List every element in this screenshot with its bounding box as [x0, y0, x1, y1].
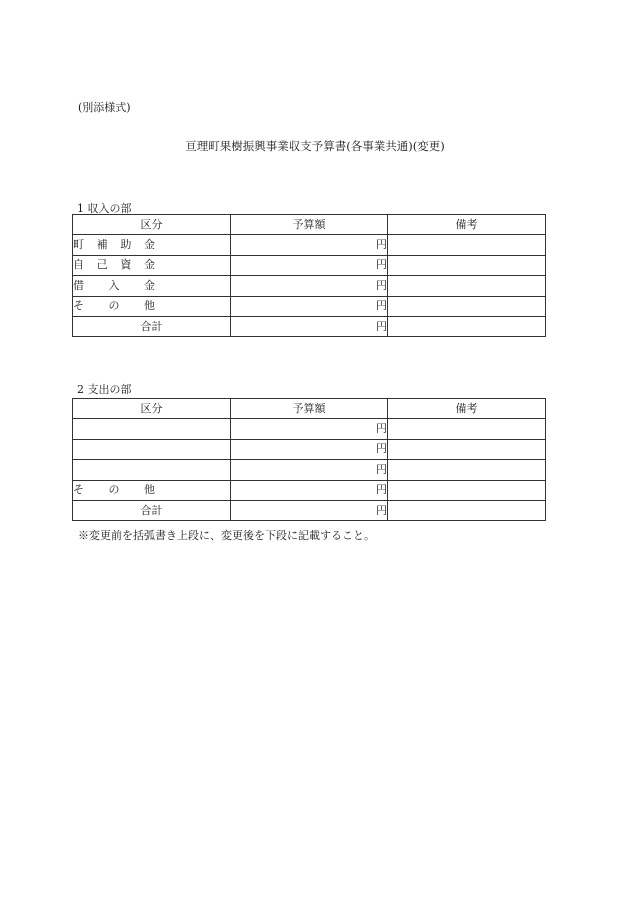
remarks-cell[interactable] [388, 439, 546, 459]
category-label: 借入金 [73, 278, 155, 292]
remarks-cell[interactable] [388, 255, 546, 275]
header-budget-amount: 予算額 [231, 215, 388, 235]
table-row [73, 235, 546, 255]
amount-cell[interactable]: 円 [231, 235, 388, 255]
category-label: 町補助金 [73, 238, 155, 252]
header-remarks: 備考 [388, 399, 546, 419]
total-row [73, 500, 546, 520]
table-row [73, 276, 546, 296]
amount-cell[interactable]: 円 [231, 460, 388, 480]
table-row [73, 480, 546, 500]
table-row [73, 255, 546, 275]
category-cell [73, 296, 231, 316]
form-label: (別添様式) [78, 101, 131, 114]
remarks-cell[interactable] [388, 460, 546, 480]
header-budget-amount: 予算額 [231, 399, 388, 419]
category-cell [73, 255, 231, 275]
header-category: 区分 [73, 399, 231, 419]
category-cell [73, 276, 231, 296]
category-cell [73, 235, 231, 255]
header-category: 区分 [73, 215, 231, 235]
table-header-row [73, 215, 546, 235]
expense-table [72, 398, 546, 521]
total-row [73, 316, 546, 336]
total-amount-cell[interactable]: 円 [231, 316, 388, 336]
footnote: ※変更前を括弧書き上段に、変更後を下段に記載すること。 [78, 529, 375, 542]
table-row [73, 419, 546, 439]
total-remarks-cell[interactable] [388, 316, 546, 336]
amount-cell[interactable]: 円 [231, 419, 388, 439]
remarks-cell[interactable] [388, 480, 546, 500]
table-row [73, 439, 546, 459]
amount-cell[interactable]: 円 [231, 480, 388, 500]
document-title: 亘理町果樹振興事業収支予算書(各事業共通)(変更) [185, 139, 445, 153]
amount-cell[interactable]: 円 [231, 439, 388, 459]
category-label: 自己資金 [73, 258, 155, 272]
amount-cell[interactable]: 円 [231, 255, 388, 275]
category-cell [73, 480, 231, 500]
category-label: その他 [73, 299, 155, 313]
income-table [72, 214, 546, 337]
table-header-row [73, 399, 546, 419]
expense-section-heading: 2 支出の部 [77, 383, 132, 396]
total-amount-cell[interactable]: 円 [231, 500, 388, 520]
amount-cell[interactable]: 円 [231, 296, 388, 316]
income-section-heading: 1 収入の部 [77, 202, 132, 215]
table-row [73, 296, 546, 316]
category-label: その他 [73, 483, 155, 497]
amount-cell[interactable]: 円 [231, 276, 388, 296]
header-remarks: 備考 [388, 215, 546, 235]
remarks-cell[interactable] [388, 296, 546, 316]
category-cell[interactable] [73, 460, 231, 480]
table-row [73, 460, 546, 480]
total-remarks-cell[interactable] [388, 500, 546, 520]
remarks-cell[interactable] [388, 419, 546, 439]
total-label: 合計 [73, 316, 231, 336]
remarks-cell[interactable] [388, 276, 546, 296]
remarks-cell[interactable] [388, 235, 546, 255]
total-label: 合計 [73, 500, 231, 520]
category-cell[interactable] [73, 419, 231, 439]
category-cell[interactable] [73, 439, 231, 459]
